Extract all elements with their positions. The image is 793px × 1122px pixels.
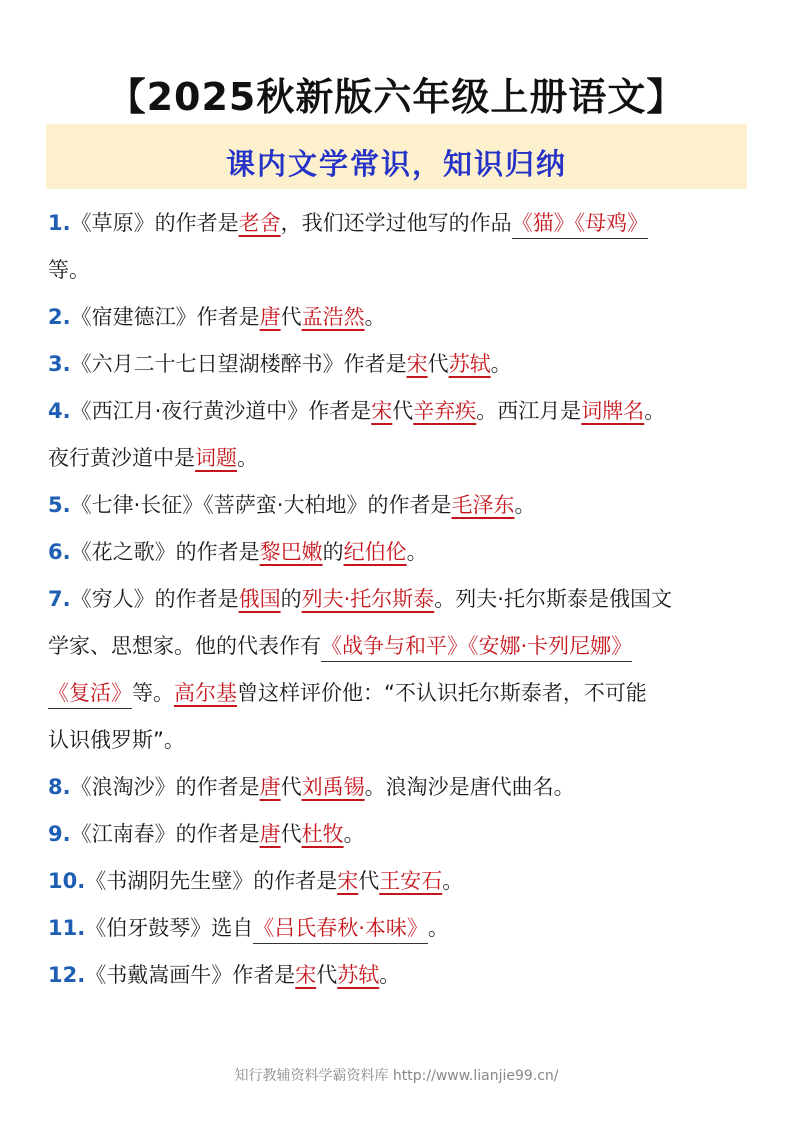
item-text: 。 <box>406 540 428 564</box>
item-number: 12. <box>48 963 86 987</box>
fill-blank <box>48 678 132 709</box>
item-number: 5. <box>48 493 71 517</box>
item-text: ，我们还学过他写的作品 <box>280 211 512 235</box>
answer: 词题 <box>195 446 237 470</box>
item-text: 《江南春》的作者是 <box>70 822 260 846</box>
fill-blank <box>512 208 649 239</box>
item-number: 9. <box>48 822 71 846</box>
answer: 老舍 <box>238 211 281 235</box>
item-text: 。西江月是 <box>476 399 582 423</box>
answer: 列夫·托尔斯泰 <box>301 587 435 611</box>
answer: 《战争与和平》《安娜·卡列尼娜》 <box>321 634 633 658</box>
item-text: 《浪淘沙》的作者是 <box>70 775 260 799</box>
page-title: 【2025秋新版六年级上册语文】 <box>107 75 686 119</box>
answer: 刘禹锡 <box>301 775 365 799</box>
item-text: 。 <box>490 352 512 376</box>
item-number: 4. <box>48 399 71 423</box>
item-text: 代 <box>358 869 380 893</box>
list-item-12 <box>48 952 748 999</box>
list-item-7 <box>48 576 748 623</box>
item-text: 。 <box>427 916 449 940</box>
item-text: 曾这样评价他：“不认识托尔斯泰者，不可能 <box>237 681 647 705</box>
list-item-2 <box>48 294 748 341</box>
item-text: 《宿建德江》作者是 <box>70 305 260 329</box>
list-item-3 <box>48 341 748 388</box>
item-text: 《草原》的作者是 <box>70 211 239 235</box>
item-text: 认识俄罗斯”。 <box>48 728 185 752</box>
answer: 《复活》 <box>48 681 132 705</box>
answer: 纪伯伦 <box>343 540 407 564</box>
answer: 毛泽东 <box>451 493 515 517</box>
answer: 苏轼 <box>448 352 491 376</box>
item-text: 。 <box>237 446 258 470</box>
list-item-1-cont <box>48 247 748 294</box>
item-text: 等。 <box>48 258 90 282</box>
list-item-6 <box>48 529 748 576</box>
list-item-7-cont <box>48 623 748 670</box>
item-text: 《花之歌》的作者是 <box>70 540 260 564</box>
item-text: 。 <box>364 305 386 329</box>
answer: 唐 <box>259 775 281 799</box>
item-number: 1. <box>48 211 71 235</box>
item-text: 。 <box>644 399 666 423</box>
answer: 苏轼 <box>337 963 380 987</box>
list-item-7-cont <box>48 717 748 764</box>
item-text: 《七律·长征》《菩萨蛮·大柏地》的作者是 <box>70 493 452 517</box>
fill-blank <box>321 631 632 662</box>
list-item-11 <box>48 905 748 952</box>
list-item-9 <box>48 811 748 858</box>
list-item-8 <box>48 764 748 811</box>
item-text: 。 <box>514 493 536 517</box>
item-number: 3. <box>48 352 71 376</box>
item-text: 夜行黄沙道中是 <box>48 446 195 470</box>
answer: 黎巴嫩 <box>259 540 323 564</box>
answer: 唐 <box>259 305 281 329</box>
item-text: 。 <box>379 963 401 987</box>
item-text: 。 <box>343 822 365 846</box>
item-text: 等。 <box>132 681 174 705</box>
item-number: 2. <box>48 305 71 329</box>
answer: 《吕氏春秋·本味》 <box>253 916 428 940</box>
item-text: 的 <box>322 540 344 564</box>
answer: 《猫》《母鸡》 <box>511 211 649 235</box>
list-item-10 <box>48 858 748 905</box>
answer: 孟浩然 <box>301 305 365 329</box>
subtitle: 课内文学常识，知识归纳 <box>225 147 567 181</box>
item-number: 7. <box>48 587 71 611</box>
answer: 唐 <box>259 822 281 846</box>
answer: 杜牧 <box>301 822 344 846</box>
item-text: 代 <box>280 775 302 799</box>
list-item-4 <box>48 388 748 435</box>
item-text: 代 <box>280 305 302 329</box>
item-text: 《穷人》的作者是 <box>70 587 239 611</box>
item-text: 《伯牙鼓琴》选自 <box>85 916 254 940</box>
answer: 宋 <box>337 869 359 893</box>
fill-blank <box>253 913 428 944</box>
item-number: 6. <box>48 540 71 564</box>
list-item-4-cont <box>48 435 748 482</box>
list-item-7-cont <box>48 670 748 717</box>
answer: 高尔基 <box>174 681 237 705</box>
answer: 宋 <box>295 963 317 987</box>
item-number: 10. <box>48 869 86 893</box>
item-text: 代 <box>316 963 338 987</box>
knowledge-list <box>48 200 748 999</box>
item-text: 代 <box>392 399 414 423</box>
item-text: 。 <box>442 869 464 893</box>
item-text: 《六月二十七日望湖楼醉书》作者是 <box>70 352 407 376</box>
answer: 俄国 <box>238 587 281 611</box>
item-text: 代 <box>280 822 302 846</box>
answer: 王安石 <box>379 869 443 893</box>
item-text: 学家、思想家。他的代表作有 <box>48 634 321 658</box>
item-text: 《书戴嵩画牛》作者是 <box>85 963 296 987</box>
footer-source: 知行教辅资料学霸资料库 http://www.lianjie99.cn/ <box>234 1068 559 1084</box>
item-text: 《书湖阴先生壁》的作者是 <box>85 869 338 893</box>
item-number: 8. <box>48 775 71 799</box>
item-text: 的 <box>280 587 302 611</box>
answer: 词牌名 <box>581 399 645 423</box>
list-item-1 <box>48 200 748 247</box>
list-item-5 <box>48 482 748 529</box>
answer: 辛弃疾 <box>413 399 477 423</box>
item-text: 。浪淘沙是唐代曲名。 <box>364 775 575 799</box>
answer: 宋 <box>371 399 393 423</box>
item-text: 《西江月·夜行黄沙道中》作者是 <box>70 399 372 423</box>
subtitle-banner <box>46 124 747 189</box>
item-text: 代 <box>427 352 449 376</box>
item-number: 11. <box>48 916 86 940</box>
answer: 宋 <box>406 352 428 376</box>
item-text: 。列夫·托尔斯泰是俄国文 <box>434 587 672 611</box>
